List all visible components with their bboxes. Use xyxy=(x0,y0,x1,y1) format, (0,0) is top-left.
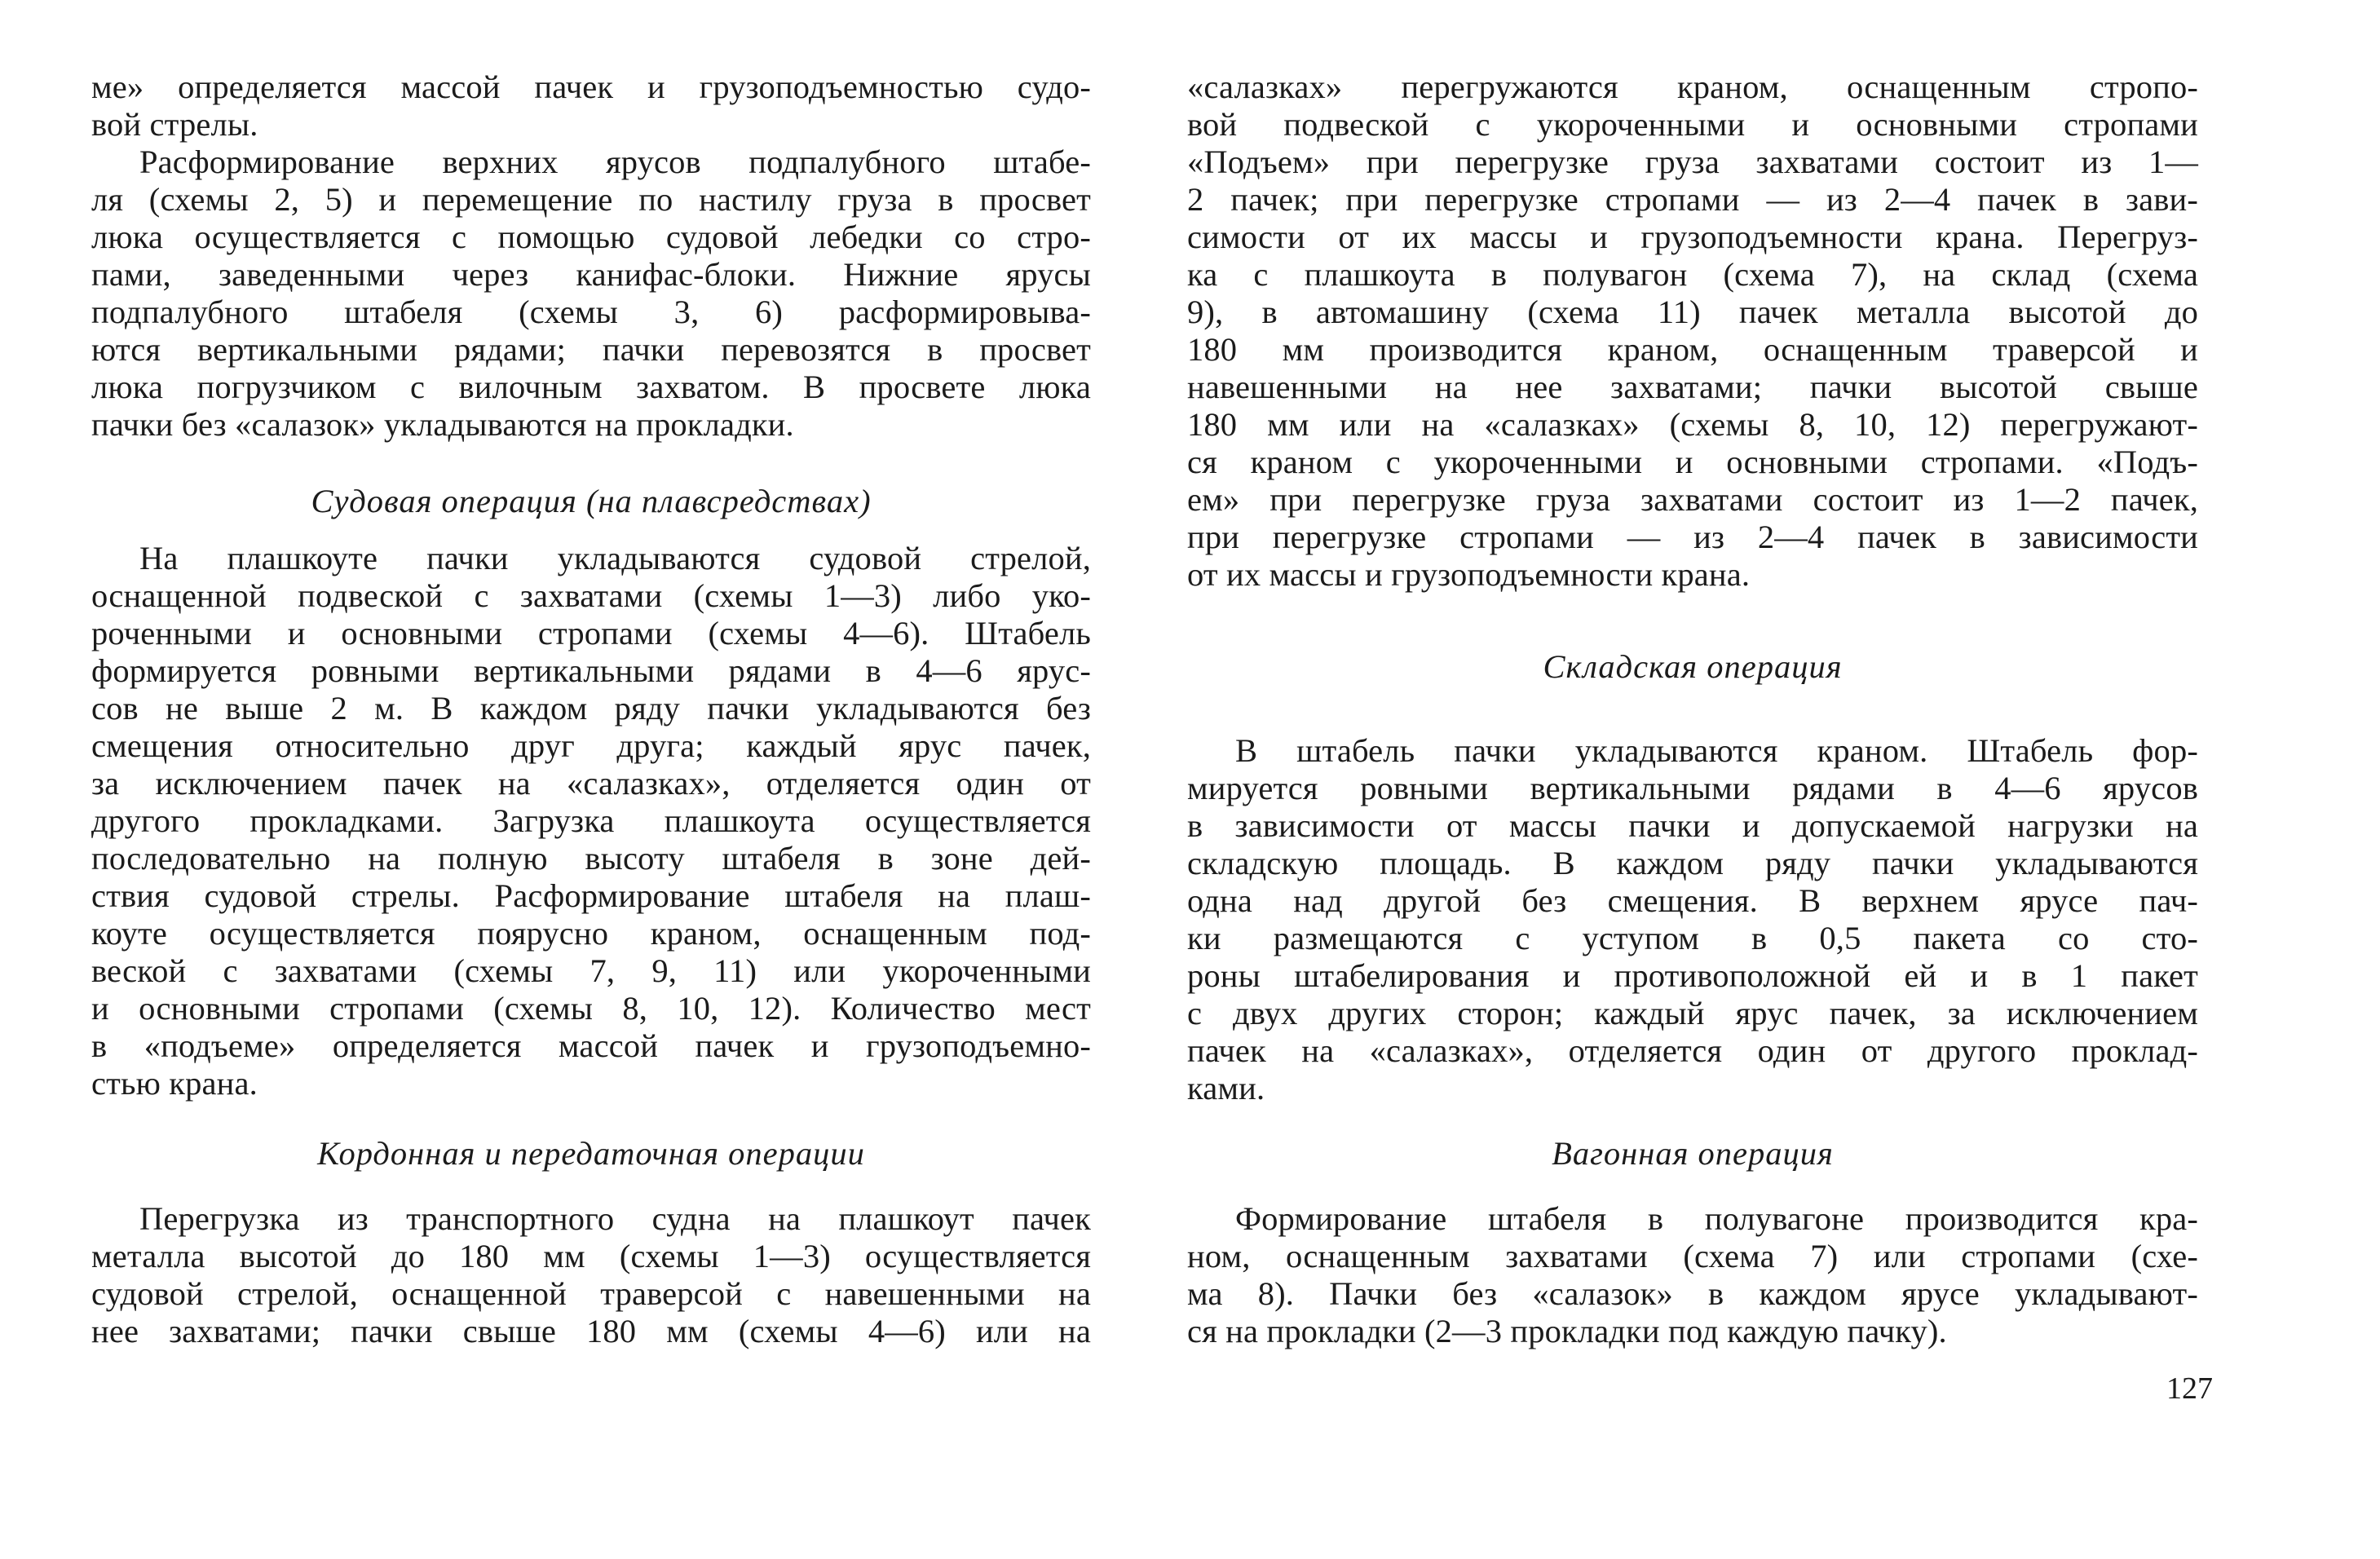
text-line: симости от их массы и грузоподъемности крана. Перегруз- xyxy=(1187,219,2198,255)
text-line: ся на прокладки (2—3 прокладки под каждую пачку). xyxy=(1187,1313,1947,1349)
text-line: ем» при перегрузке груза захватами состоит из 1—2 пачек, xyxy=(1187,481,2198,518)
text-line: 180 мм производится краном, оснащенным траверсой и xyxy=(1187,331,2198,368)
text-line: за исключением пачек на «салазках», отделяется один от xyxy=(91,765,1091,802)
text-line: другого прокладками. Загрузка плашкоута осуществляется xyxy=(91,802,1091,839)
text-line: «салазках» перегружаются краном, оснащенным стропо- xyxy=(1187,68,2198,105)
section-heading: Складская операция xyxy=(1543,648,1843,685)
text-line: люка погрузчиком с вилочным захватом. В просвете люка xyxy=(91,369,1091,405)
text-line: последовательно на полную высоту штабеля в зоне дей- xyxy=(91,840,1091,877)
text-line: нее захватами; пачки свыше 180 мм (схемы 4—6) или на xyxy=(91,1313,1091,1349)
text-line: металла высотой до 180 мм (схемы 1—3) осуществляется xyxy=(91,1238,1091,1274)
text-line: 9), в автомашину (схема 11) пачек металла высотой до xyxy=(1187,294,2198,330)
text-line: Перегрузка из транспортного судна на плашкоут пачек xyxy=(139,1200,1091,1237)
text-line: вой подвеской с укороченными и основными стропами xyxy=(1187,106,2198,143)
page-number: 127 xyxy=(2166,1371,2213,1406)
text-line: ме» определяется массой пачек и грузоподъемностью судо- xyxy=(91,68,1091,105)
text-line: люка осуществляется с помощью судовой лебедки со стро- xyxy=(91,219,1091,255)
text-line: и основными стропами (схемы 8, 10, 12). Количество мест xyxy=(91,990,1091,1027)
text-line: оснащенной подвеской с захватами (схемы 1—3) либо уко- xyxy=(91,577,1091,614)
text-line: стью крана. xyxy=(91,1065,258,1102)
text-line: вой стрелы. xyxy=(91,106,258,143)
text-line: «Подъем» при перегрузке груза захватами состоит из 1— xyxy=(1187,144,2198,180)
text-line: пачек на «салазках», отделяется один от другого проклад- xyxy=(1187,1032,2198,1069)
text-line: 180 мм или на «салазках» (схемы 8, 10, 12) перегружают- xyxy=(1187,406,2198,443)
text-line: складскую площадь. В каждом ряду пачки укладываются xyxy=(1187,845,2198,881)
text-line: пачки без «салазок» укладываются на прокладки. xyxy=(91,406,794,443)
text-line: коуте осуществляется поярусно краном, оснащенным под- xyxy=(91,915,1091,952)
text-line: Расформирование верхних ярусов подпалубного штабе- xyxy=(139,144,1091,180)
text-line: ками. xyxy=(1187,1070,1265,1106)
text-line: ются вертикальными рядами; пачки перевозятся в просвет xyxy=(91,331,1091,368)
text-line: мируется ровными вертикальными рядами в 4—6 ярусов xyxy=(1187,770,2198,806)
text-line: ля (схемы 2, 5) и перемещение по настилу груза в просвет xyxy=(91,181,1091,218)
text-line: роны штабелирования и противоположной ей и в 1 пакет xyxy=(1187,957,2198,994)
text-line: ма 8). Пачки без «салазок» в каждом ярусе укладывают- xyxy=(1187,1275,2198,1312)
text-line: в зависимости от массы пачки и допускаемой нагрузки на xyxy=(1187,807,2198,844)
text-line: ки размещаются с уступом в 0,5 пакета со сто- xyxy=(1187,920,2198,956)
section-heading: Кордонная и передаточная операции xyxy=(317,1135,865,1172)
text-line: На плашкоуте пачки укладываются судовой стрелой, xyxy=(139,540,1091,576)
text-line: сов не выше 2 м. В каждом ряду пачки укладываются без xyxy=(91,690,1091,727)
text-line: пами, заведенными через канифас-блоки. Нижние ярусы xyxy=(91,256,1091,293)
text-line: ствия судовой стрелы. Расформирование штабеля на плаш- xyxy=(91,877,1091,914)
text-line: с двух других сторон; каждый ярус пачек, за исключением xyxy=(1187,995,2198,1031)
text-line: формируется ровными вертикальными рядами в 4—6 ярус- xyxy=(91,652,1091,689)
text-line: смещения относительно друг друга; каждый ярус пачек, xyxy=(91,727,1091,764)
text-line: ся краном с укороченными и основными стропами. «Подъ- xyxy=(1187,444,2198,480)
text-line: от их массы и грузоподъемности крана. xyxy=(1187,556,1751,593)
section-heading: Судовая операция (на плавсредствах) xyxy=(311,483,872,519)
text-line: одна над другой без смещения. В верхнем ярусе пач- xyxy=(1187,882,2198,919)
text-line: роченными и основными стропами (схемы 4—6). Штабель xyxy=(91,615,1091,651)
text-line: при перегрузке стропами — из 2—4 пачек в зависимости xyxy=(1187,519,2198,555)
section-heading: Вагонная операция xyxy=(1552,1135,1834,1172)
text-line: в «подъеме» определяется массой пачек и грузоподъемно- xyxy=(91,1027,1091,1064)
text-line: веской с захватами (схемы 7, 9, 11) или укороченными xyxy=(91,952,1091,989)
text-line: навешенными на нее захватами; пачки высотой свыше xyxy=(1187,369,2198,405)
text-line: ка с плашкоута в полувагон (схема 7), на склад (схема xyxy=(1187,256,2198,293)
text-line: В штабель пачки укладываются краном. Штабель фор- xyxy=(1235,732,2198,769)
text-line: Формирование штабеля в полувагоне производится кра- xyxy=(1235,1200,2198,1237)
text-line: 2 пачек; при перегрузке стропами — из 2—4 пачек в зави- xyxy=(1187,181,2198,218)
text-line: судовой стрелой, оснащенной траверсой с навешенными на xyxy=(91,1275,1091,1312)
text-line: ном, оснащенным захватами (схема 7) или стропами (схе- xyxy=(1187,1238,2198,1274)
text-line: подпалубного штабеля (схемы 3, 6) расформировыва- xyxy=(91,294,1091,330)
